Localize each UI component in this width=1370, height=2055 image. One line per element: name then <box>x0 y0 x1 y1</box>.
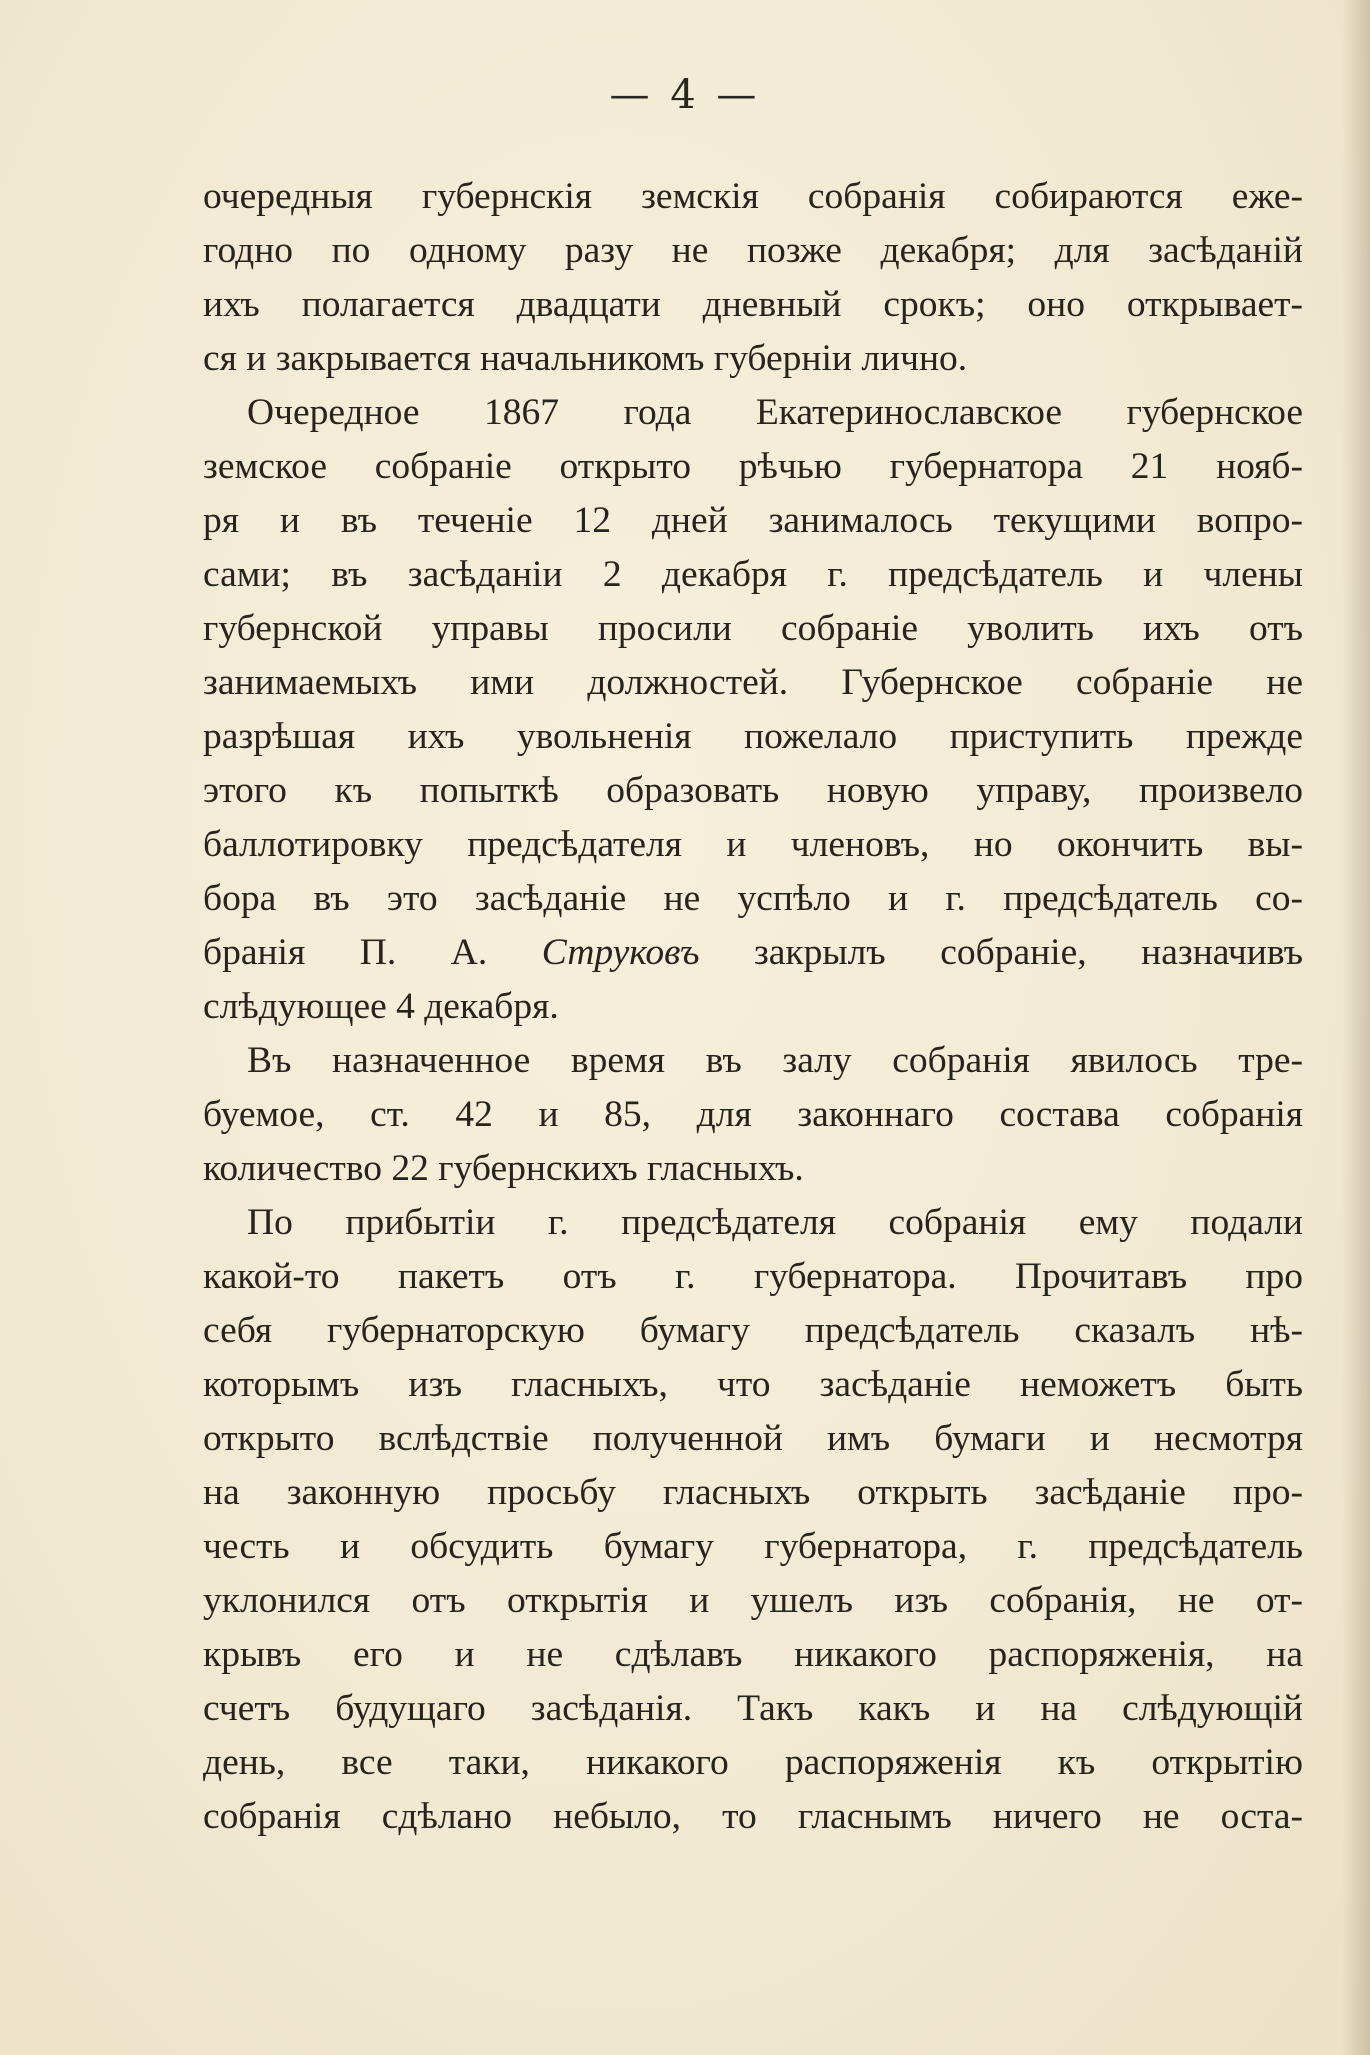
text-line: баллотировку предсѣдателя и членовъ, но окончить вы- <box>203 824 1303 865</box>
text-line: сами; въ засѣданіи 2 декабря г. предсѣдатель и члены <box>203 554 1303 595</box>
text-line: честь и обсудить бумагу губернатора, г. предсѣдатель <box>203 1526 1303 1567</box>
text-line: земское собраніе открыто рѣчью губернатора 21 нояб- <box>203 446 1303 487</box>
paragraph-4 <box>203 1196 1303 1844</box>
page-number: — 4 — <box>609 72 761 118</box>
text-line: Въ назначенное время въ залу собранія явилось тре- <box>247 1040 1303 1081</box>
text-line: день, все таки, никакого распоряженія къ открытію <box>203 1742 1303 1783</box>
text-line: крывъ его и не сдѣлавъ никакого распоряженія, на <box>203 1634 1303 1675</box>
text-line: на законную просьбу гласныхъ открыть засѣданіе про- <box>203 1472 1303 1513</box>
text-line-with-name <box>203 926 1303 980</box>
text-line: годно по одному разу не позже декабря; для засѣданій <box>203 230 1303 271</box>
text-line: губернской управы просили собраніе уволить ихъ отъ <box>203 608 1303 649</box>
page-edge-shadow <box>1342 0 1370 2055</box>
text-line: этого къ попыткѣ образовать новую управу, произвело <box>203 770 1303 811</box>
text-line: ся и закрывается начальникомъ губерніи лично. <box>203 338 968 379</box>
paragraph-3 <box>203 1034 1303 1196</box>
person-name-italic: Струковъ <box>541 932 700 973</box>
text-line: уклонился отъ открытія и ушелъ изъ собранія, не от- <box>203 1580 1303 1621</box>
text-line: открыто вслѣдствіе полученной имъ бумаги и несмотря <box>203 1418 1303 1459</box>
text-line: какой-то пакетъ отъ г. губернатора. Прочитавъ про <box>203 1256 1303 1297</box>
text-line: слѣдующее 4 декабря. <box>203 986 559 1027</box>
paragraph-2 <box>203 386 1303 1034</box>
text-line: ихъ полагается двадцати дневный срокъ; оно открывает- <box>203 284 1303 325</box>
name-line-before: бранія П. А. <box>203 932 542 973</box>
text-line: буемое, ст. 42 и 85, для законнаго состава собранія <box>203 1094 1303 1135</box>
text-line: По прибытіи г. предсѣдателя собранія ему подали <box>247 1202 1303 1243</box>
text-line: счетъ будущаго засѣданія. Такъ какъ и на слѣдующій <box>203 1688 1303 1729</box>
text-line: собранія сдѣлано небыло, то гласнымъ ничего не оста- <box>203 1796 1303 1837</box>
body-text <box>203 170 1303 1844</box>
text-line: ря и въ теченіе 12 дней занималось текущими вопро- <box>203 500 1303 541</box>
text-line: разрѣшая ихъ увольненія пожелало приступить прежде <box>203 716 1303 757</box>
paragraph-1 <box>203 170 1303 386</box>
text-line: очередныя губернскія земскія собранія собираются еже- <box>203 176 1303 217</box>
text-line: себя губернаторскую бумагу предсѣдатель сказалъ нѣ- <box>203 1310 1303 1351</box>
text-line: занимаемыхъ ими должностей. Губернское собраніе не <box>203 662 1303 703</box>
text-line: Очередное 1867 года Екатеринославское губернское <box>247 392 1303 433</box>
text-line: бора въ это засѣданіе не успѣло и г. предсѣдатель со- <box>203 878 1303 919</box>
text-line: количество 22 губернскихъ гласныхъ. <box>203 1148 804 1189</box>
text-line: которымъ изъ гласныхъ, что засѣданіе неможетъ быть <box>203 1364 1303 1405</box>
name-line-after: закрылъ собраніе, назначивъ <box>699 932 1303 973</box>
